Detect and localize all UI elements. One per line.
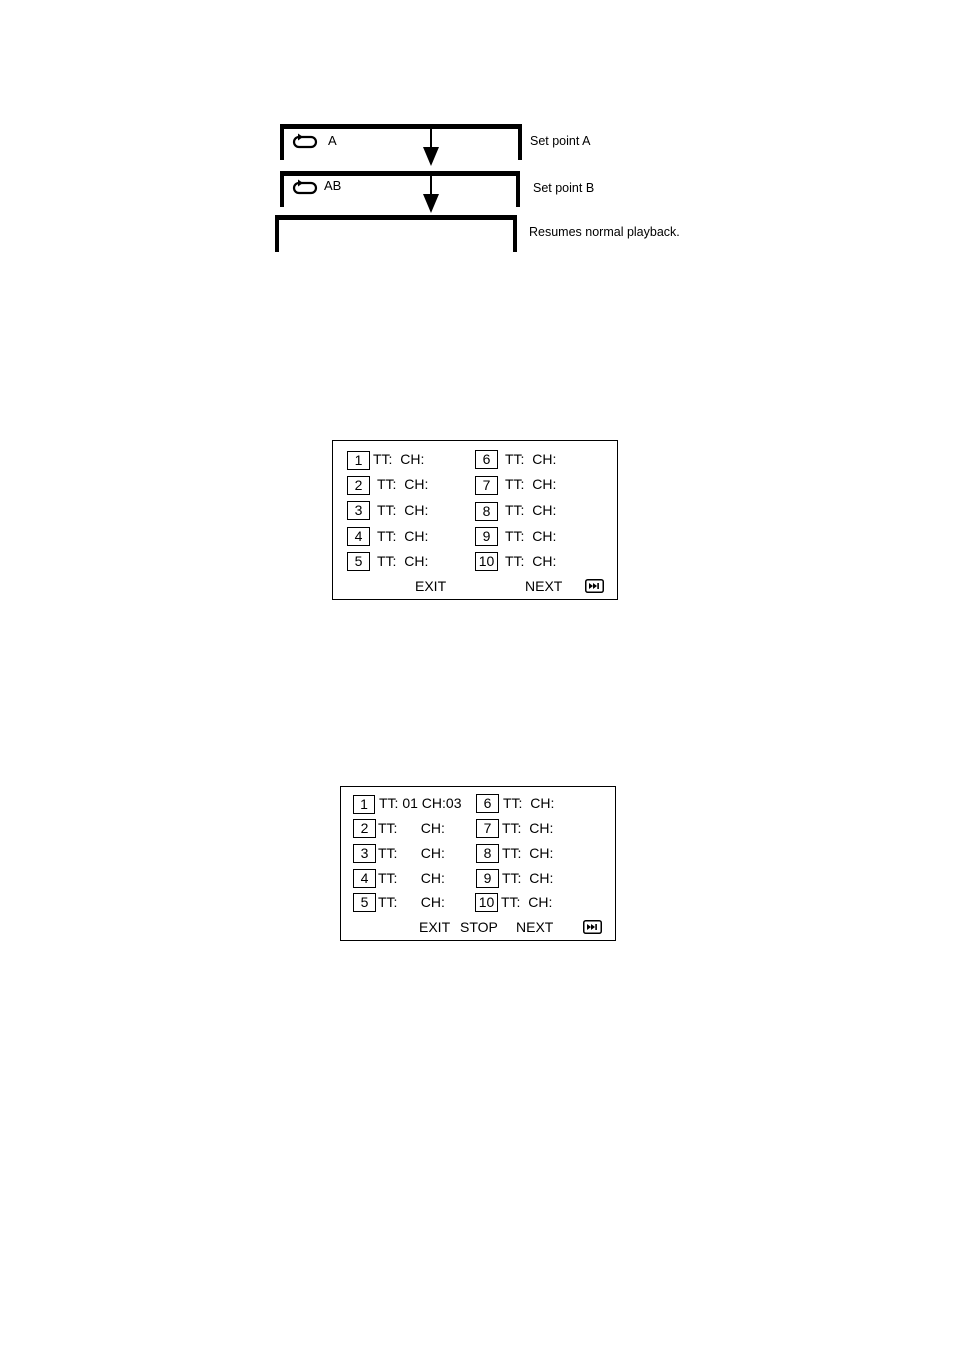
slot-number-5[interactable]: 5 <box>347 552 370 571</box>
down-arrow-icon <box>421 174 441 214</box>
slot-number-3[interactable]: 3 <box>353 844 376 863</box>
slot-entry-3[interactable]: TT: CH: <box>377 502 429 518</box>
slot-entry-4[interactable]: TT: CH: <box>377 528 429 544</box>
skip-next-icon[interactable] <box>585 579 604 593</box>
down-arrow-icon <box>421 127 441 167</box>
slot-number-1[interactable]: 1 <box>347 451 370 470</box>
slot-entry-1[interactable]: TT: CH: <box>373 451 425 467</box>
slot-number-7[interactable]: 7 <box>475 476 498 495</box>
ab-caption-2: Set point B <box>533 181 595 195</box>
slot-entry-10[interactable]: TT: CH: <box>501 894 553 910</box>
ab-display-text-2: AB <box>324 178 342 193</box>
slot-number-3[interactable]: 3 <box>347 501 370 520</box>
repeat-icon <box>292 179 318 197</box>
slot-entry-6[interactable]: TT: CH: <box>503 795 555 811</box>
program-menu-filled <box>340 786 616 941</box>
slot-number-2[interactable]: 2 <box>353 819 376 838</box>
slot-number-8[interactable]: 8 <box>476 844 499 863</box>
slot-number-9[interactable]: 9 <box>475 527 498 546</box>
slot-entry-7[interactable]: TT: CH: <box>502 820 554 836</box>
exit-button[interactable]: EXIT <box>419 919 451 935</box>
next-button[interactable]: NEXT <box>525 578 563 594</box>
stop-button[interactable]: STOP <box>460 919 498 935</box>
slot-number-5[interactable]: 5 <box>353 893 376 912</box>
slot-number-7[interactable]: 7 <box>476 819 499 838</box>
slot-entry-9[interactable]: TT: CH: <box>505 528 557 544</box>
ab-repeat-diagram <box>0 0 954 270</box>
next-button[interactable]: NEXT <box>516 919 554 935</box>
slot-number-6[interactable]: 6 <box>475 450 498 469</box>
exit-button[interactable]: EXIT <box>415 578 447 594</box>
program-menu-empty <box>332 440 618 600</box>
slot-number-4[interactable]: 4 <box>347 527 370 546</box>
slot-entry-6[interactable]: TT: CH: <box>505 451 557 467</box>
slot-entry-9[interactable]: TT: CH: <box>502 870 554 886</box>
slot-entry-5[interactable]: TT: CH: <box>377 553 429 569</box>
slot-number-10[interactable]: 10 <box>475 552 498 571</box>
slot-number-1[interactable]: 1 <box>353 795 375 814</box>
slot-entry-5[interactable]: TT: CH: <box>378 894 445 910</box>
slot-entry-4[interactable]: TT: CH: <box>378 870 445 886</box>
ab-display-bar-3 <box>275 215 517 252</box>
slot-number-6[interactable]: 6 <box>476 794 499 813</box>
ab-caption-3: Resumes normal playback. <box>529 225 680 239</box>
slot-number-4[interactable]: 4 <box>353 869 376 888</box>
ab-display-text-1: A <box>328 133 337 148</box>
repeat-icon <box>292 133 318 151</box>
slot-entry-1[interactable]: TT: 01 CH:03 <box>379 795 462 811</box>
slot-number-8[interactable]: 8 <box>475 502 498 521</box>
ab-caption-1: Set point A <box>530 134 591 148</box>
slot-entry-10[interactable]: TT: CH: <box>505 553 557 569</box>
slot-entry-2[interactable]: TT: CH: <box>378 820 445 836</box>
skip-next-icon[interactable] <box>583 920 602 934</box>
slot-entry-2[interactable]: TT: CH: <box>377 476 429 492</box>
slot-entry-8[interactable]: TT: CH: <box>502 845 554 861</box>
slot-number-9[interactable]: 9 <box>476 869 499 888</box>
slot-entry-7[interactable]: TT: CH: <box>505 476 557 492</box>
slot-number-10[interactable]: 10 <box>475 893 498 912</box>
slot-entry-3[interactable]: TT: CH: <box>378 845 445 861</box>
slot-number-2[interactable]: 2 <box>347 476 370 495</box>
slot-entry-8[interactable]: TT: CH: <box>505 502 557 518</box>
